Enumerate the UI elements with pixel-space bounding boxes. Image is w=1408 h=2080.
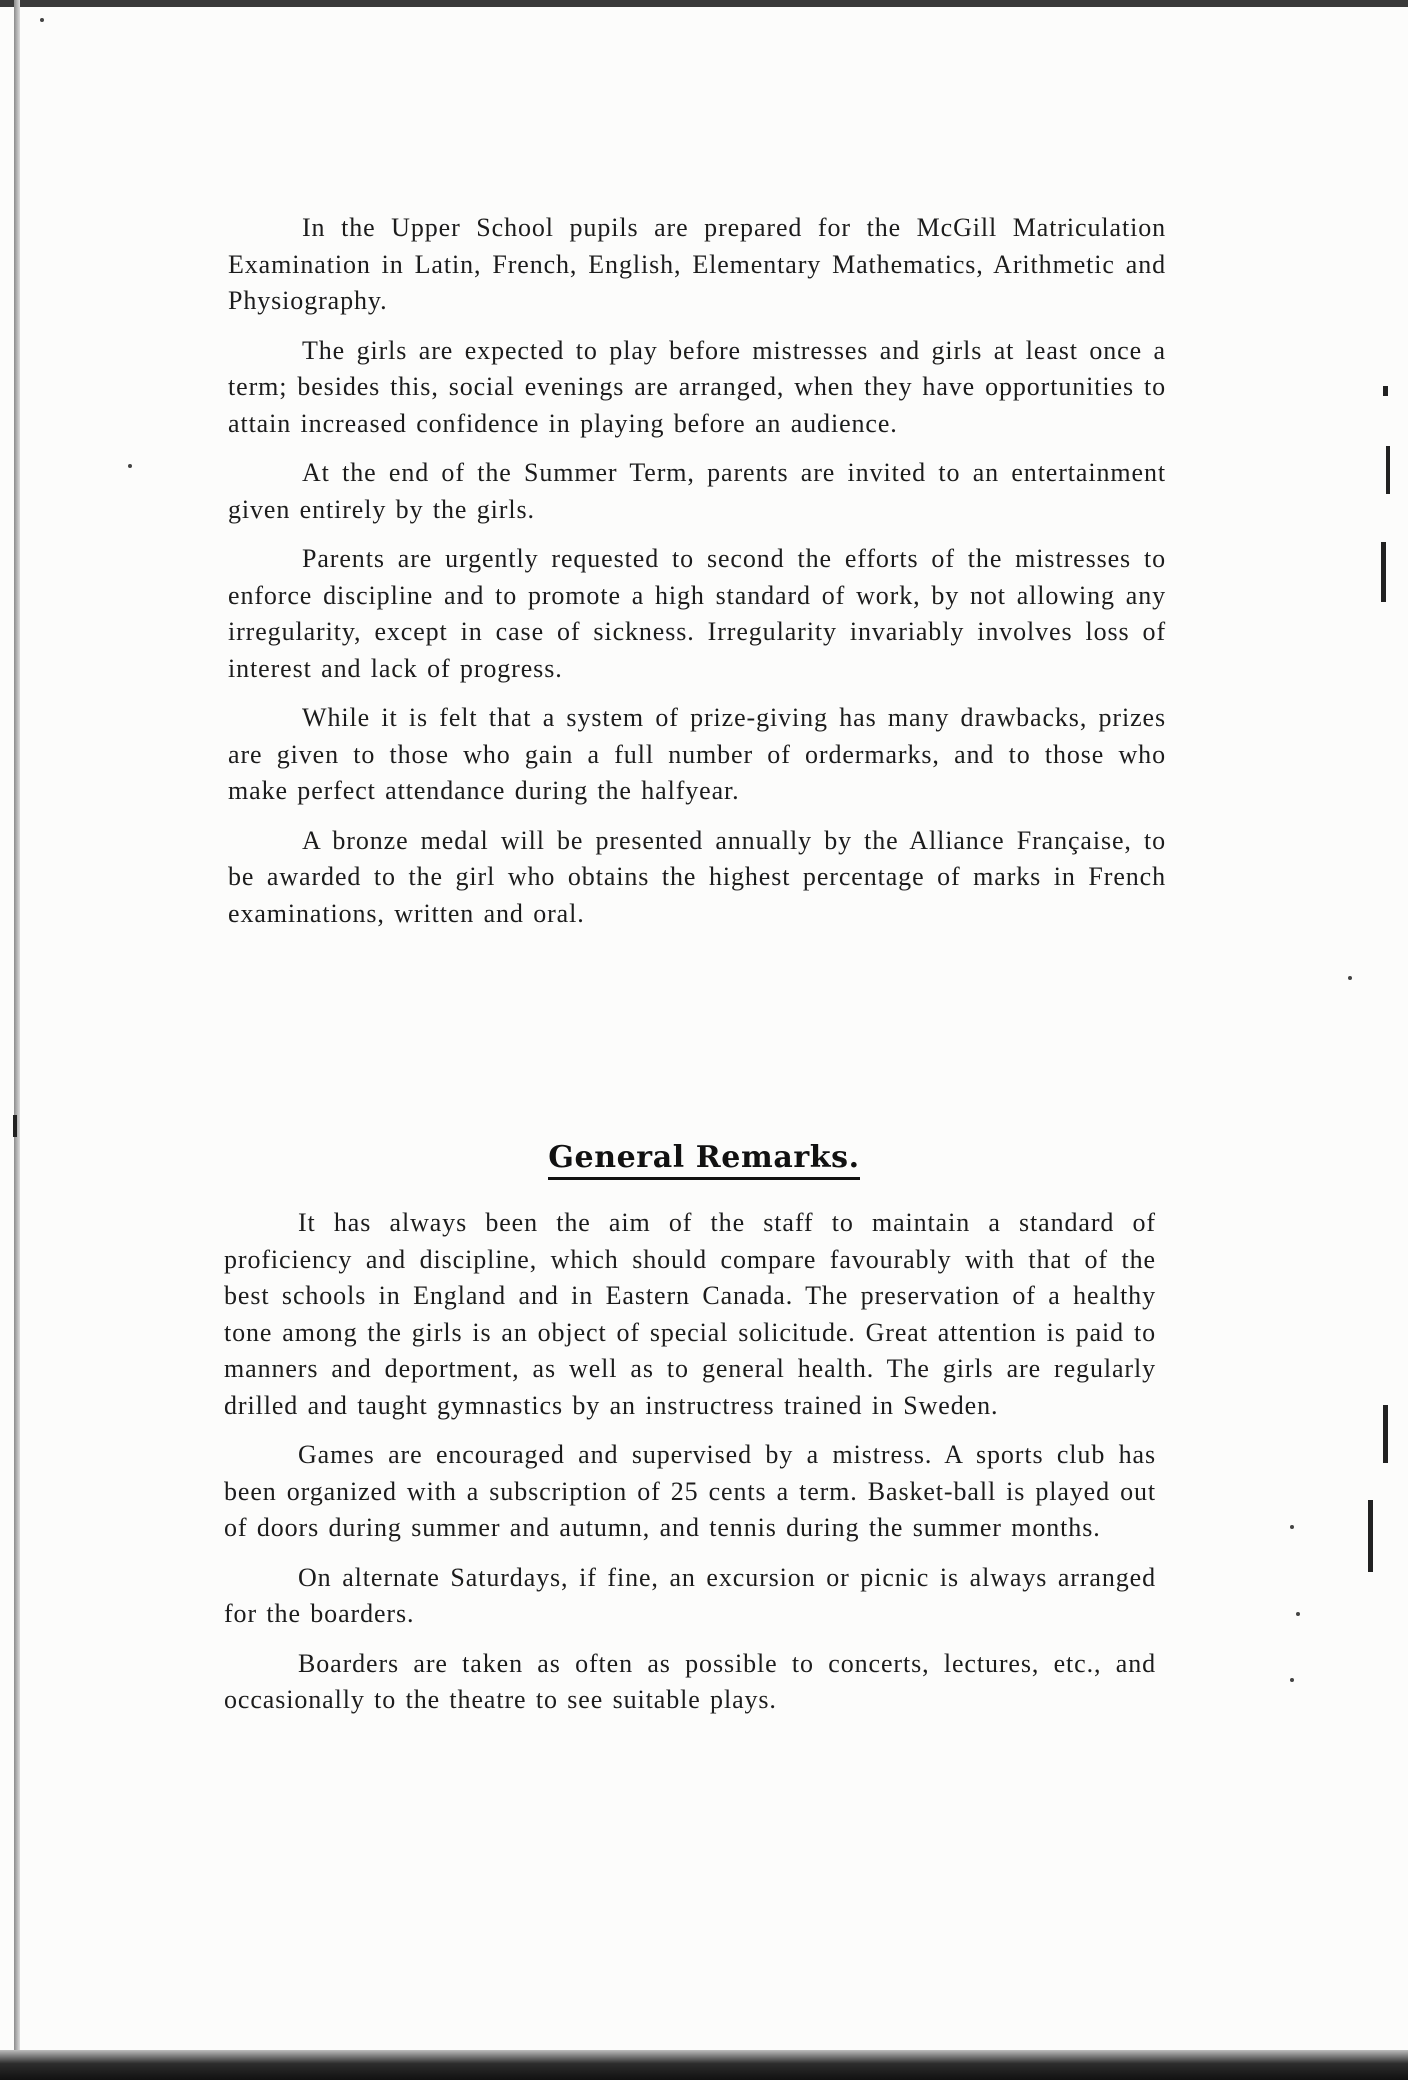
paragraph: While it is felt that a system of prize-giving has many drawbacks, prizes are given to those who gain a full number of ordermarks, and to those who make perfect attendance during the halfyear. xyxy=(228,703,1166,805)
scan-mark xyxy=(1368,1500,1373,1572)
top-section xyxy=(228,210,1166,945)
scan-dot xyxy=(1296,1612,1300,1616)
page-left-edge xyxy=(14,0,20,2080)
paragraph: A bronze medal will be presented annually by the Alliance Française, to be awarded to the girl who obtains the highest percentage of marks in French examinations, written and oral. xyxy=(228,825,1166,928)
scan-mark xyxy=(1383,1405,1388,1463)
scan-dot xyxy=(1290,1678,1294,1682)
paragraph: The girls are expected to play before mistresses and girls at least once a term; besides this, social evenings are arranged, when they have opportunities to attain increased confidence in playing before an audience. xyxy=(228,335,1166,438)
paragraph: At the end of the Summer Term, parents are invited to an entertainment given entirely by the girls. xyxy=(228,458,1166,524)
section-heading xyxy=(0,1140,1408,1175)
scan-mark xyxy=(1381,542,1386,602)
paragraph: Games are encouraged and supervised by a mistress. A sports club has been organized with a subscription of 25 cents a term. Basket-ball is played out of doors during summer and autumn, and tennis during the summer months. xyxy=(224,1440,1156,1542)
scan-dot xyxy=(128,464,132,468)
paragraph: Parents are urgently requested to second the efforts of the mistresses to enforce discipline and to promote a high standard of work, by not allowing any irregularity, except in case of sickness. Irregularity invariably involves loss of interest and lack of progress. xyxy=(228,544,1166,683)
scan-dot xyxy=(40,18,44,22)
paragraph: Boarders are taken as often as possible to concerts, lectures, etc., and occasionally to the theatre to see suitable plays. xyxy=(224,1648,1156,1714)
paragraph: In the Upper School pupils are prepared for the McGill Matriculation Examination in Latin, French, English, Elementary Mathematics, Arithmetic and Physiography. xyxy=(228,213,1166,315)
section-heading-text: General Remarks. xyxy=(548,1140,859,1180)
scan-dot xyxy=(1348,976,1352,980)
general-remarks-section xyxy=(224,1205,1156,1732)
scan-dot xyxy=(1290,1525,1294,1529)
scan-mark xyxy=(13,1115,17,1137)
paragraph: It has always been the aim of the staff to maintain a standard of proficiency and discipline, which should compare favourably with that of the best schools in England and in Eastern Canada. The preservation of a healthy tone among the girls is an object of special solicitude. Great attention is paid to manners and deportment, as well as to general health. The girls are regularly drilled and taught gymnastics by an instructress trained in Sweden. xyxy=(224,1208,1156,1420)
scan-mark xyxy=(1386,446,1390,494)
page-bottom-edge xyxy=(0,2050,1408,2080)
page-top-edge xyxy=(0,0,1408,7)
paragraph: On alternate Saturdays, if fine, an excursion or picnic is always arranged for the boarders. xyxy=(224,1562,1156,1628)
scan-mark xyxy=(1383,386,1388,396)
